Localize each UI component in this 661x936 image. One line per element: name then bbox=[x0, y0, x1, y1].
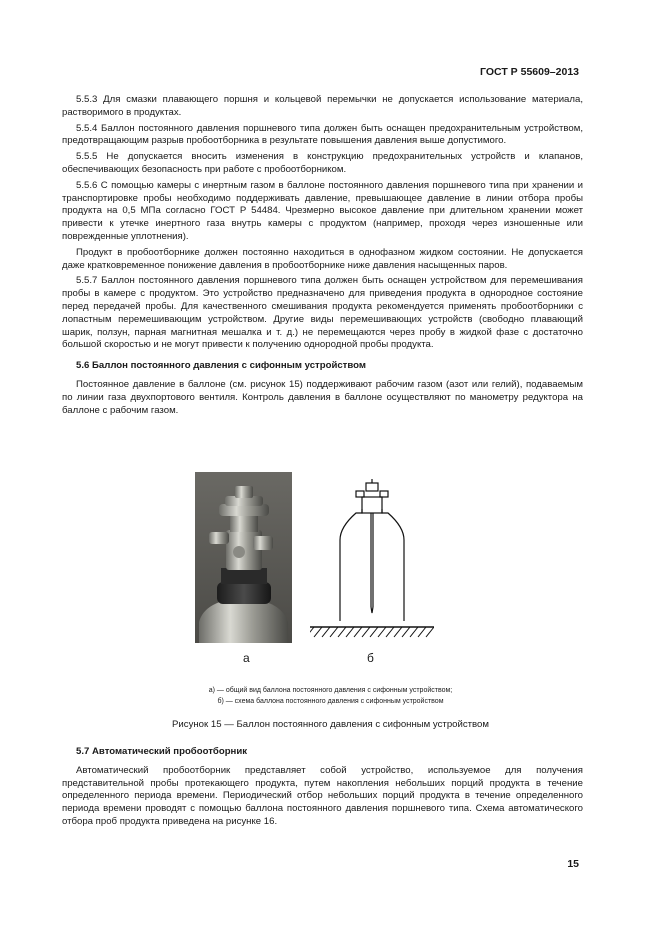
page-number: 15 bbox=[567, 858, 579, 870]
cylinder-schematic bbox=[310, 475, 434, 645]
paragraph: Автоматический пробоотборник представляет собой устройство, используемое для получения представительной пробы протекающего продукта, путем накопления небольших порций продукта в течение определенного периода времени. Периодический отбор небольших порций продукта в течение определенного периода времени проводят с помощью баллона постоянного давления поршневого типа. Схема автоматического отбора проб продукта приведена на рисунке 16. bbox=[62, 764, 583, 827]
paragraph: 5.5.5 Не допускается вносить изменения в конструкцию предохранительных устройств и клапанов, обеспечивающих безопасность при работе с пробоотборником. bbox=[62, 151, 583, 175]
figure-label-a: а bbox=[243, 651, 250, 665]
main-text bbox=[62, 94, 583, 420]
figure-caption: Рисунок 15 — Баллон постоянного давления с сифонным устройством bbox=[172, 719, 489, 730]
section-heading: 5.7 Автоматический пробоотборник bbox=[76, 746, 248, 757]
figure-label-b: б bbox=[367, 651, 374, 665]
section-heading: 5.6 Баллон постоянного давления с сифонным устройством bbox=[76, 360, 366, 372]
paragraph: Постоянное давление в баллоне (см. рисунок 15) поддерживают рабочим газом (азот или гелий), подаваемым по линии газа двухпортового вентиля. Контроль давления в баллоне осуществляют по манометру редуктора на баллоне с рабочим газом. bbox=[62, 378, 583, 416]
cylinder-photo bbox=[195, 472, 292, 643]
document-header: ГОСТ Р 55609–2013 bbox=[480, 66, 579, 78]
paragraph: 5.5.3 Для смазки плавающего поршня и кольцевой перемычки не допускается использование материала, растворимого в продуктах. bbox=[62, 94, 583, 118]
figure-note-a: а) — общий вид баллона постоянного давления с сифонным устройством; bbox=[208, 687, 453, 694]
paragraph: 5.5.7 Баллон постоянного давления поршневого типа должен быть оснащен устройством для перемешивания пробы в камере с продуктом. Это устройство предназначено для приведения продукта в однородное состояние перед передачей пробы. Для качественного смешивания продукта рекомендуется применять пробоотборники с лопастным перемешивающим устройством. Другие виды перемешивающих устройств (свободно плавающий шарик, ползун, парная магнитная мешалка и т. д.) не перемещаются через пробу в жидкой фазе с достаточно большой скоростью и не могут привести к получению однородной пробы продукта. bbox=[62, 275, 583, 351]
section-57 bbox=[62, 746, 583, 832]
paragraph: 5.5.4 Баллон постоянного давления поршневого типа должен быть оснащен предохранительным устройством, предотвращающим разрыв пробоотборника в результате повышения давления выше допустимого. bbox=[62, 122, 583, 147]
paragraph: Продукт в пробоотборнике должен постоянно находиться в однофазном жидком состоянии. Не допускается даже кратковременное понижение давления в пробоотборнике ниже давления насыщенных паров. bbox=[62, 246, 583, 271]
paragraph: 5.5.6 С помощью камеры с инертным газом в баллоне постоянного давления поршневого типа при хранении и транспортировке пробы необходимо поддерживать давление, превышающее давление в линии отбора пробы продукта на 0,5 МПа согласно ГОСТ Р 54484. Чрезмерно высокое давление при длительном хранении может привести к утечке инертного газа внутрь камеры с продуктом (например, проходя через изношенные или поврежденные уплотнения). bbox=[62, 179, 583, 242]
figure-note-b: б) — схема баллона постоянного давления с сифонным устройством bbox=[217, 698, 444, 705]
